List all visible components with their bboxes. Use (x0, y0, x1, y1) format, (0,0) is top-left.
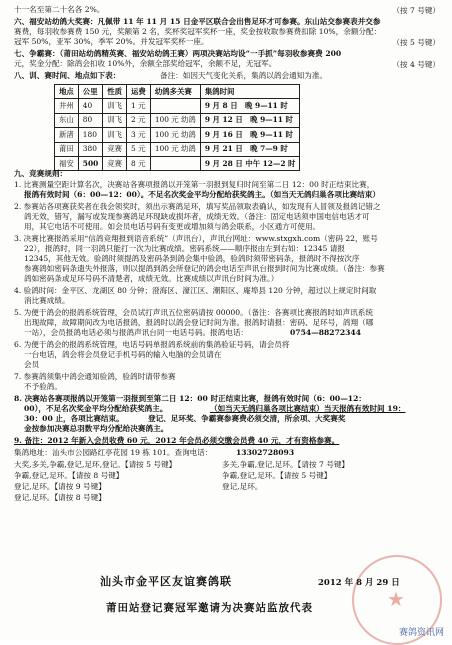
table-header-cell: 性质 (103, 85, 127, 99)
key-guide-2b: 争霸,登记,足环。【请按 5 号键】 (222, 471, 332, 480)
table-cell: 9 月 21 日 晚 7—9 时 (200, 142, 300, 156)
section-six-line3: 冠军 50%，亚军 30%，季军 20%。并发冠军奖杯一座。 (14, 37, 209, 46)
table-cell: 180 (78, 128, 102, 142)
rule-8-line1: 8. 决赛站各赛项报鸽以开笼第一羽报到至第二日 12：00 时正结束比赛，报鸽有效时间（6：00—12： (14, 394, 366, 403)
rule-8-line2: 00），不足名次奖金平均分配给获奖鸽主。 (24, 404, 168, 413)
table-cell: 100 元 幼鸽 (150, 113, 200, 127)
table-cell: 5 元 (127, 142, 151, 156)
rule-3-line3: 12345，其他无效。验鸽时须提鸽及密码条到鸽会集中验鸽，验鸽时须带密码条，报鸽时不得按次序 (24, 254, 360, 263)
section-six-line2: 赛费，每羽收参赛费 150 元，奖额第 2 名，奖杯奖冠军奖杯一座，奖金按收取参赛费扣除 10%，余额分配： (14, 27, 382, 36)
rule-2-line3: 用，其它电话不可使用。如会员电话号码有变更或增加须与鸽会联系，小区通方可使用。 (24, 222, 321, 231)
query-phone: 13302728093 (236, 448, 295, 457)
rule-1-line2: 报鸽有效时间（6：00—12：00）。不足名次奖金平均分配给获奖鸽主。（如当天无鸽归巢各项比赛结束） (24, 190, 380, 199)
table-cell: 莆田 (55, 142, 79, 156)
table-row (55, 113, 300, 127)
rule-1-line1: 1. 比赛测量空距计算名次，决赛站各赛项报鸽以开笼第一羽报到复归时间至第二日 12：00 时正结束比赛， (14, 180, 375, 189)
table-cell: 100 元 幼鸽 (150, 128, 200, 142)
table-cell: 80 (78, 113, 102, 127)
table-cell: 8 元 (127, 156, 151, 170)
table-cell: 训飞 (103, 128, 127, 142)
section-six-line1: 六、福安站幼鸽大奖赛：凡佩带 11 年 11 月 15 日金平区联合会出售足环才可参赛。东山站交参赛表并交参 (14, 17, 381, 26)
table-header-cell: 集鸽时间 (200, 85, 300, 99)
rule-5-line3: 一站），会员报鸽电话必须与报鸽声讯台同一电话号码。报鸽电话： (24, 328, 249, 337)
table-header-row (55, 85, 300, 99)
prize-line-top: 十一名至第二十名各 2%。 (14, 5, 105, 14)
rule-6-line2: 一台电话，鸽会将会员登记手机号码的输入电脑的会员请在 (24, 350, 222, 359)
rule-8-line3b: 登记、足环奖、争霸赛参赛费必须交清，所余项、大奖赛奖 (148, 414, 346, 423)
rule-4-line1: 4. 验鸽时间：金平区、龙湖区 80 分钟；澄海区、濠江区、潮阳区、庵埠县 120 分钟，超过以上规定时间取 (14, 286, 377, 295)
section-nine-heading: 九、竞赛规则： (14, 169, 68, 178)
table-row (55, 142, 300, 156)
rule-3-line4: 参赛鸽如密码条遗失外报落，则以提鸽到鸽会所登记的鸽会电话至声讯台报到时间为比赛成绩。（备注：参赛 (24, 264, 385, 273)
section-seven-line1: 七、争霸赛：（莆田站幼鸽精英赛、福安站幼鸽王赛）两项决赛站均设“一手抓”每羽收参赛费 200 (14, 49, 342, 58)
rule-8-line2b: （如当天无鸽归巢各项比赛结束）当天报鸽有效时间 19： (210, 404, 406, 413)
table-cell: 380 (78, 142, 102, 156)
address-line: 集鸽地址：汕头市公园路红亭花园 19 栋 101。查询电话： (14, 448, 213, 457)
key-guide-3a: 登记,足环。【请按 9 号键】 (14, 482, 106, 491)
organization-name: 汕头市金平区友谊赛鸽联 (100, 575, 232, 588)
rule-5-line1: 5. 为便于鸽会的报鸽系统管理，会员试打声讯五位密码请按 00000。（备注：各赛项比赛报鸽时如声讯系统 (14, 308, 373, 317)
table-header-cell: 地点 (55, 85, 79, 99)
rule-3-line2: 22），报鸽时，同一羽鸽只能打一次为比赛成绩。密码系统——顺序报由左到右如：12345 请报 (24, 244, 345, 253)
table-cell: 训飞 (103, 99, 127, 113)
table-cell: 竞赛 (103, 156, 127, 170)
site-watermark: 赛鸽资讯网 (398, 628, 444, 638)
table-cell: 40 (78, 99, 102, 113)
rule-7-line2: 不予验鸽。 (24, 382, 62, 391)
key-guide-3b: 登记,足环。 (222, 482, 263, 491)
table-cell: 9 月 16 日 晚 9—11 时 (200, 128, 300, 142)
table-header-cell: 公里 (78, 85, 102, 99)
table-cell: 东山 (55, 113, 79, 127)
table-cell: 9 月 12 日 晚 9—11 时 (200, 113, 300, 127)
table-cell: 训飞 (103, 113, 127, 127)
rule-8-line3: 30：00 止，各项比赛结束。 (24, 414, 124, 423)
rule-6-line3: 会员 (24, 360, 40, 369)
table-cell: 9 月 8 日 晚 9—11 时 (200, 99, 300, 113)
section-eight-heading: 八、训、赛时间、地点如下表： (14, 71, 121, 80)
table-cell: 3 元 (127, 128, 151, 142)
rule-8-line4: 金按参加决赛总羽数平均分配给决赛鸽主。 (24, 424, 169, 433)
rule-3-line1: 3. 决赛比赛报鸽采用“信鸽竞翔报到语音系统”（声讯台），声讯台网址：www.stxgxh.com（密码 22，账号 (14, 234, 378, 243)
schedule-table (54, 84, 300, 171)
table-cell: 500 (78, 156, 102, 170)
report-phone: 0754—88272344 (290, 328, 361, 337)
table-cell: 9 月 28 日 中午 12—2 时 (200, 156, 300, 170)
rule-3-line5: 鸽如密码条或足环号码不清楚者，成绩无效。比赛成绩以声讯台时间为准。） (24, 274, 279, 283)
table-cell: 1 元 (127, 99, 151, 113)
key-guide-2a: 争霸,登记,足环。【请按 8 号键】 (14, 471, 124, 480)
rule-9-note: 9. 备注：2012 年新入会员收费 60 元，2012 年会员必须交缴会员费 40 元，才有资格参赛。 (14, 436, 340, 445)
table-cell: 竞赛 (103, 142, 127, 156)
key-guide-1a: 大奖,多关,争霸,登记,足环,登记。【请按 5 号键】 (14, 460, 177, 469)
table-row (55, 128, 300, 142)
footer-note: 莆田站登记赛冠军邀请为决赛站监放代表 (106, 602, 313, 614)
rule-4-line2: 消比赛成绩。 (24, 296, 70, 305)
table-cell: 100 元 幼鸽 (150, 142, 200, 156)
rule-7-line1: 7. 参赛鸽须集中鸽会通知验鸽，验鸽时请带参赛 (14, 372, 176, 381)
rule-6-line1: 6. 为便于鸽会的报鸽系统管理，电话号码单报鸽系统前的集鸽验证号码，请会员将 (14, 340, 290, 349)
rule-2-line2: 鸽无效，错写，漏写或发现参赛鸽足环现缺或损坏者，成绩无效。（备注：固定电话须申国电信电话才可 (24, 212, 370, 221)
document-date: 2012 年 8 月 29 日 (318, 578, 400, 588)
key-hint-4: （按 4 号键） (392, 60, 440, 69)
rule-5-line2: 出现故障，故障期间改为电话报鸽，报鸽时以鸽会登记时间为准。报鸽时请报：密码、足环号，鸽翔（哪 (24, 318, 374, 327)
section-eight-note: 备注：如因天气变化关系，集鸽以鸽会通知为准。 (160, 71, 328, 80)
table-cell (150, 99, 200, 113)
table-cell: 2 元 (127, 113, 151, 127)
table-row (55, 99, 300, 113)
table-cell: 新渚 (55, 128, 79, 142)
key-guide-1b: 多关,争霸,登记,足环。【请按 7 号键】 (222, 460, 350, 469)
key-hint-7: （按 7 号键） (392, 6, 440, 15)
table-cell: 福安 (55, 156, 79, 170)
rule-2-line1: 2. 参赛站各项赛获奖者在我会领奖时，须出示赛鸽足环，填写奖品领取表确认，如发现有人冒领及报鸽记错之 (14, 202, 381, 211)
section-seven-line2: 元，奖金分配：除鸽会扣收 10%外，余额全部奖给冠军，余额不足，无冠军。 (14, 59, 277, 68)
key-guide-4: 登记,足环。【请按 8 号键】 (14, 493, 106, 502)
table-cell: 井州 (55, 99, 79, 113)
table-header-cell: 运费 (127, 85, 151, 99)
key-hint-5: （按 5 号键） (392, 38, 440, 47)
seal-star-icon: ★ (387, 587, 405, 611)
table-header-cell: 幼鸽多关赛 (150, 85, 200, 99)
